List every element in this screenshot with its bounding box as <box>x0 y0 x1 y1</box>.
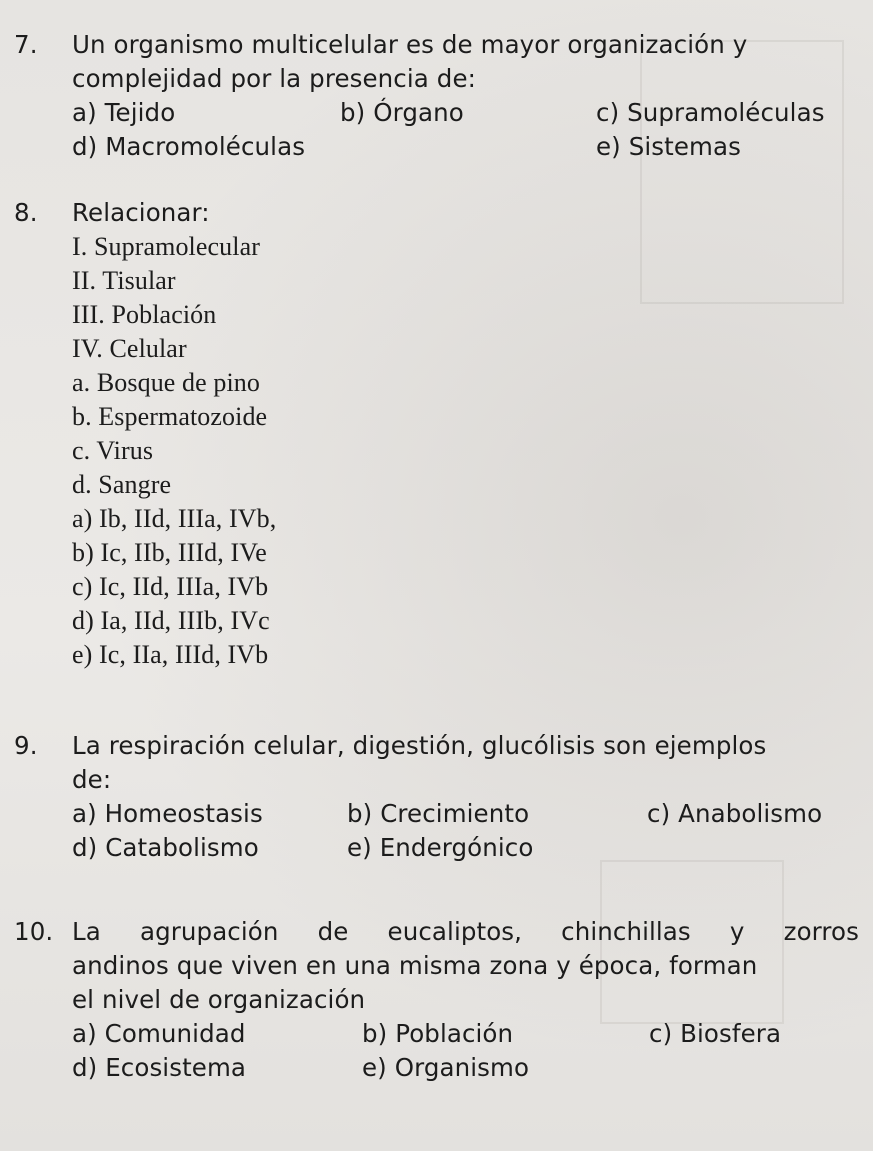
question-text-line: complejidad por la presencia de: <box>72 64 476 93</box>
match-item: a. Bosque de pino <box>72 368 261 397</box>
question-number: 9. <box>14 731 38 760</box>
option-b[interactable]: b) Ic, IIb, IIId, IVe <box>72 538 267 567</box>
question-text-line: andinos que viven en una misma zona y época, forman <box>72 951 758 980</box>
option-e[interactable]: e) Organismo <box>362 1053 530 1082</box>
question-10 <box>14 915 859 1085</box>
option-c[interactable]: c) Anabolismo <box>647 799 823 828</box>
option-c[interactable]: c) Ic, IId, IIIa, IVb <box>72 572 269 601</box>
options-row <box>14 797 859 831</box>
options-row <box>14 1017 859 1051</box>
question-title: Relacionar: <box>72 198 210 227</box>
question-text-line: La agrupación de eucaliptos, chinchillas y zorros <box>72 917 859 946</box>
level-item: II. Tisular <box>72 266 176 295</box>
question-8 <box>14 196 859 672</box>
question-number: 10. <box>14 917 54 946</box>
question-text-line: Un organismo multicelular es de mayor organización y <box>72 30 748 59</box>
options-row <box>14 1051 859 1085</box>
option-d[interactable]: d) Catabolismo <box>72 833 259 862</box>
answer-options <box>14 502 859 672</box>
option-d[interactable]: d) Ecosistema <box>72 1053 247 1082</box>
question-text-line: La respiración celular, digestión, glucólisis son ejemplos <box>72 731 767 760</box>
match-item: b. Espermatozoide <box>72 402 268 431</box>
option-c[interactable]: c) Supramoléculas <box>596 98 825 127</box>
options-row <box>14 96 859 130</box>
level-item: IV. Celular <box>72 334 187 363</box>
question-text-line: de: <box>72 765 112 794</box>
question-number: 7. <box>14 30 38 59</box>
level-item: I. Supramolecular <box>72 232 260 261</box>
options-row <box>14 130 859 164</box>
option-c[interactable]: c) Biosfera <box>649 1019 782 1048</box>
items-list <box>14 366 859 502</box>
option-e[interactable]: e) Ic, IIa, IIId, IVb <box>72 640 269 669</box>
option-a[interactable]: a) Ib, IId, IIIa, IVb, <box>72 504 277 533</box>
options-row <box>14 831 859 865</box>
option-b[interactable]: b) Población <box>362 1019 514 1048</box>
option-b[interactable]: b) Crecimiento <box>347 799 530 828</box>
option-b[interactable]: b) Órgano <box>340 98 464 127</box>
option-e[interactable]: e) Endergónico <box>347 833 534 862</box>
question-text-line: el nivel de organización <box>72 985 366 1014</box>
option-a[interactable]: a) Tejido <box>72 98 176 127</box>
level-item: III. Población <box>72 300 217 329</box>
option-a[interactable]: a) Comunidad <box>72 1019 246 1048</box>
levels-list <box>14 230 859 366</box>
match-item: c. Virus <box>72 436 154 465</box>
option-e[interactable]: e) Sistemas <box>596 132 741 161</box>
question-number: 8. <box>14 198 38 227</box>
question-7 <box>14 28 859 164</box>
question-9 <box>14 729 859 865</box>
option-d[interactable]: d) Ia, IId, IIIb, IVc <box>72 606 270 635</box>
option-d[interactable]: d) Macromoléculas <box>72 132 306 161</box>
match-item: d. Sangre <box>72 470 172 499</box>
option-a[interactable]: a) Homeostasis <box>72 799 263 828</box>
